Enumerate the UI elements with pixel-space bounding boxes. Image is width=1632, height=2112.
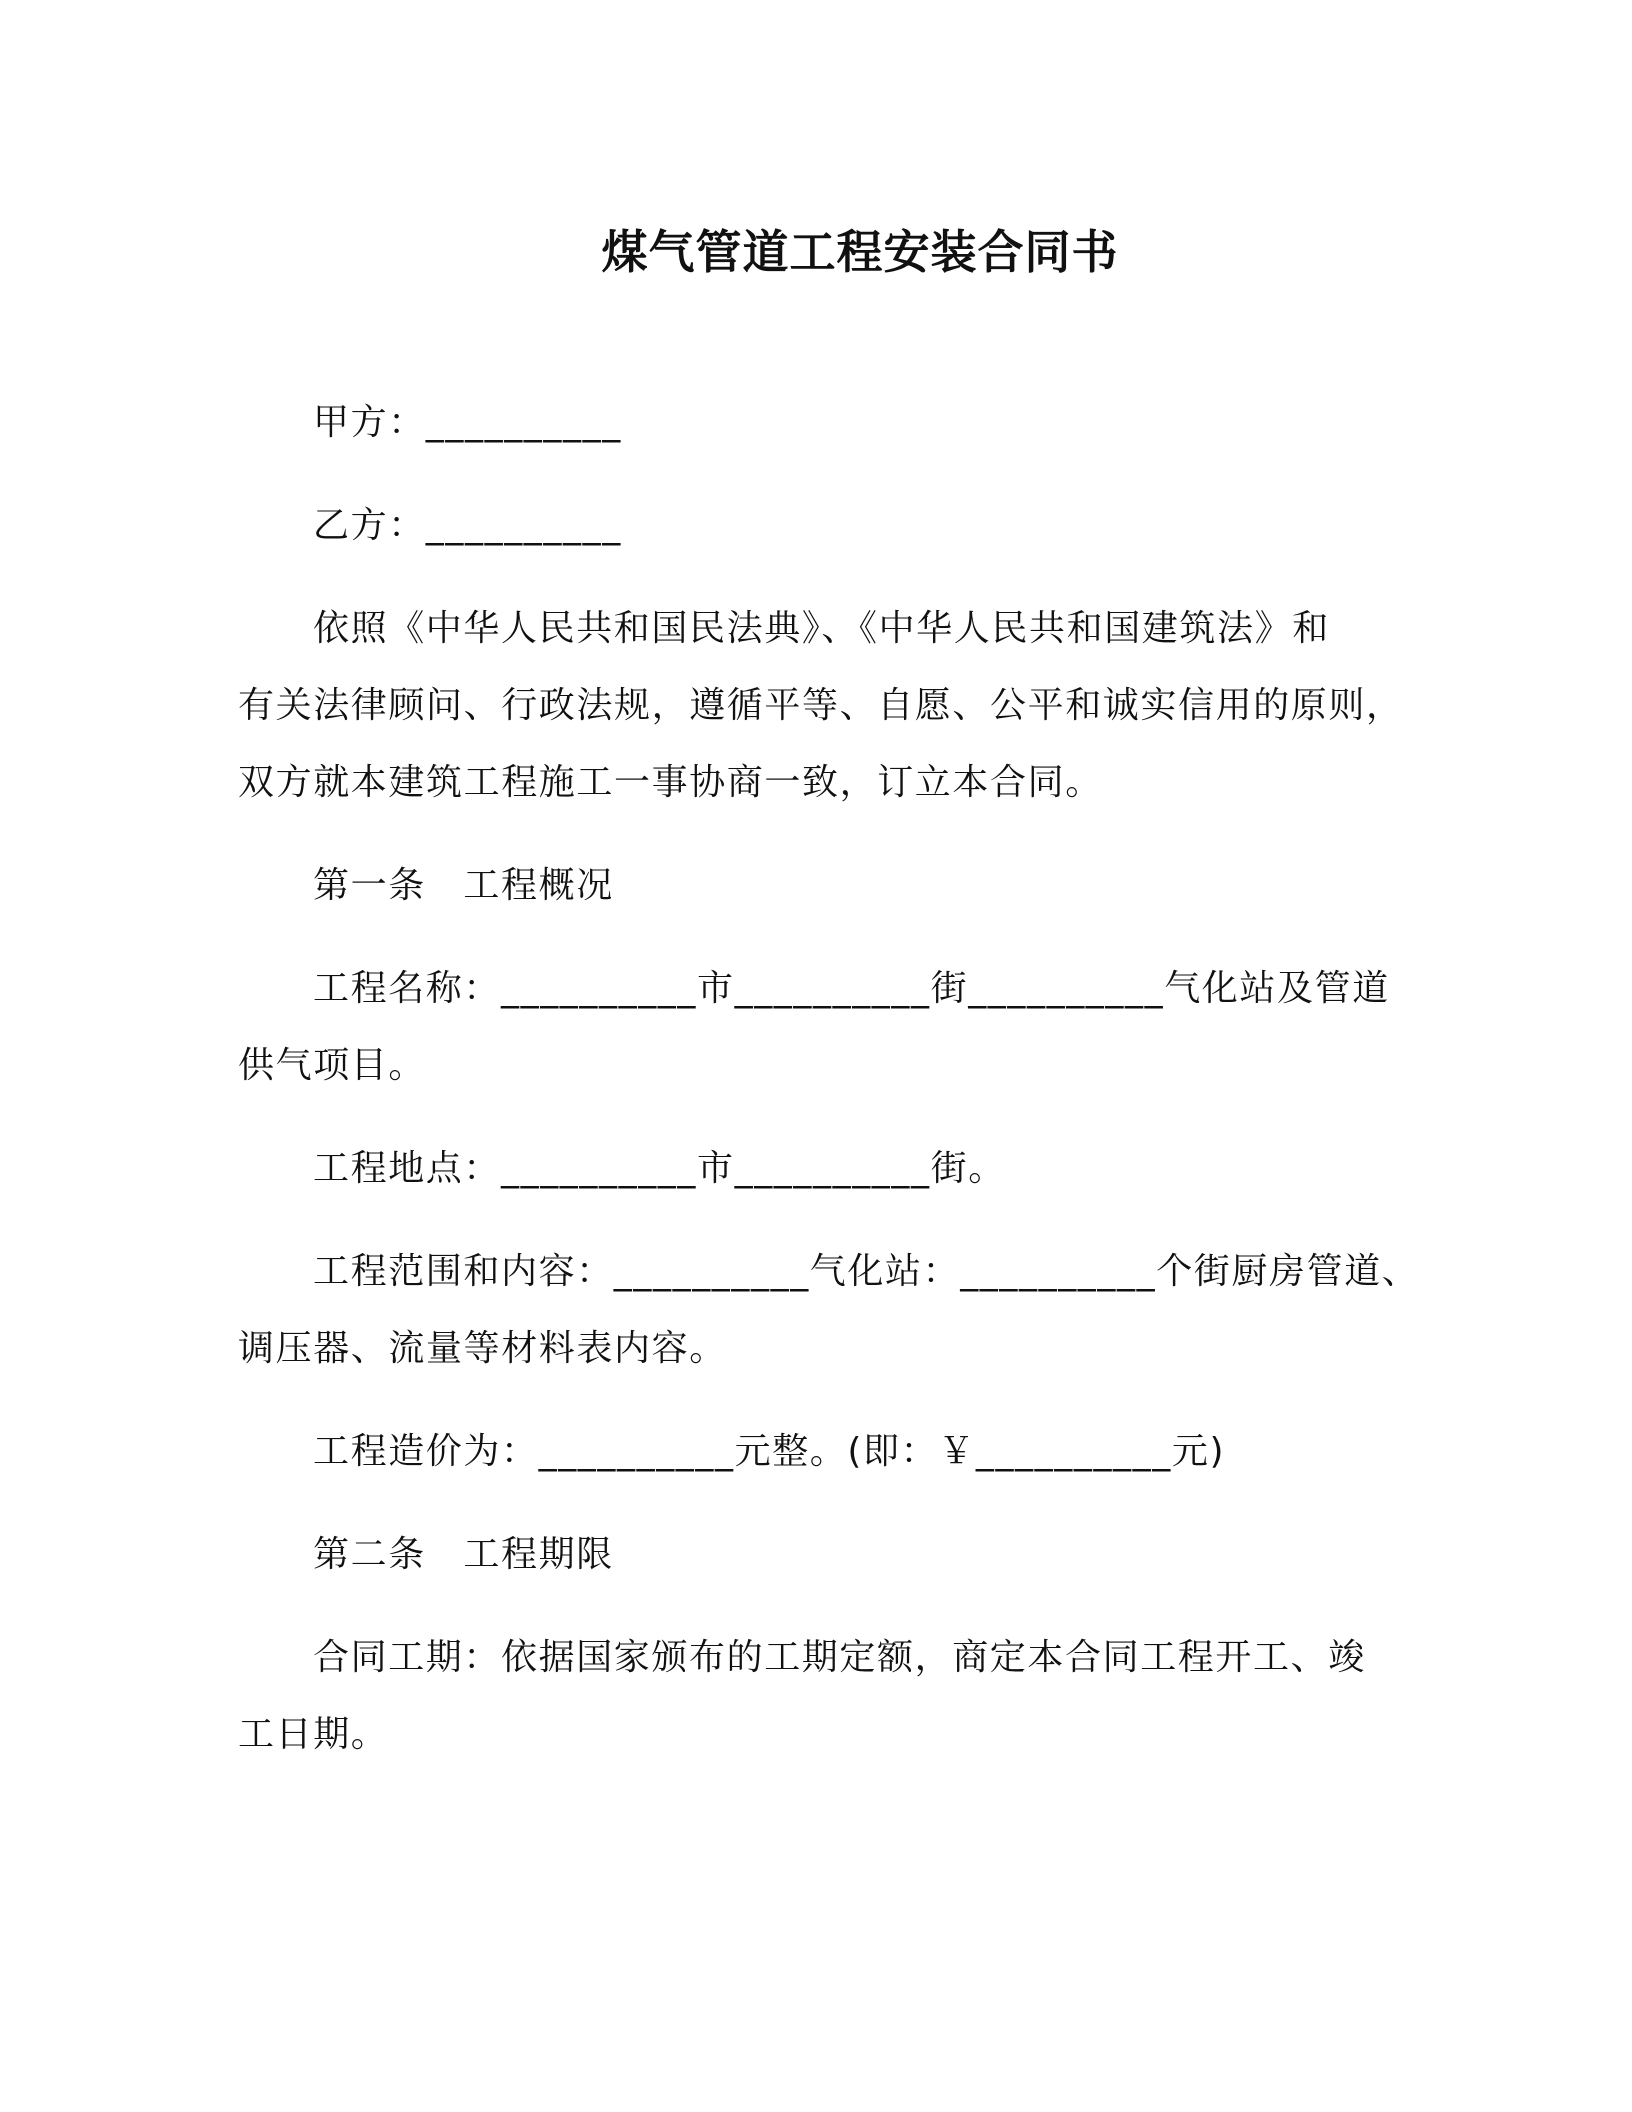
- contract-period-line-2: 工日期。: [238, 1714, 389, 1755]
- preamble-line-2: 有关法律顾问、行政法规，遵循平等、自愿、公平和诚实信用的原则，: [238, 685, 1404, 726]
- project-scope-line-2: 调压器、流量等材料表内容。: [238, 1328, 727, 1369]
- preamble-line-3: 双方就本建筑工程施工一事协商一致，订立本合同。: [238, 762, 1103, 803]
- document-title: 煤气管道工程安装合同书: [601, 225, 1119, 279]
- article-1-heading: 第一条 工程概况: [313, 865, 614, 906]
- project-scope-line-1: 工程范围和内容：__________气化站：__________个街厨房管道、: [313, 1251, 1420, 1292]
- party-b-line: 乙方：__________: [313, 505, 622, 546]
- contract-period-line-1: 合同工期：依据国家颁布的工期定额，商定本合同工程开工、竣: [313, 1637, 1366, 1678]
- project-name-line-1: 工程名称：__________市__________街__________气化站及管道: [313, 968, 1390, 1009]
- project-name-line-2: 供气项目。: [238, 1045, 427, 1086]
- project-location-line: 工程地点：__________市__________街。: [313, 1148, 1006, 1189]
- project-cost-line: 工程造价为：__________元整。(即：￥__________元): [313, 1431, 1226, 1472]
- article-2-heading: 第二条 工程期限: [313, 1534, 614, 1575]
- party-a-line: 甲方：__________: [313, 402, 622, 443]
- preamble-line-1: 依照《中华人民共和国民法典》、《中华人民共和国建筑法》和: [313, 608, 1330, 649]
